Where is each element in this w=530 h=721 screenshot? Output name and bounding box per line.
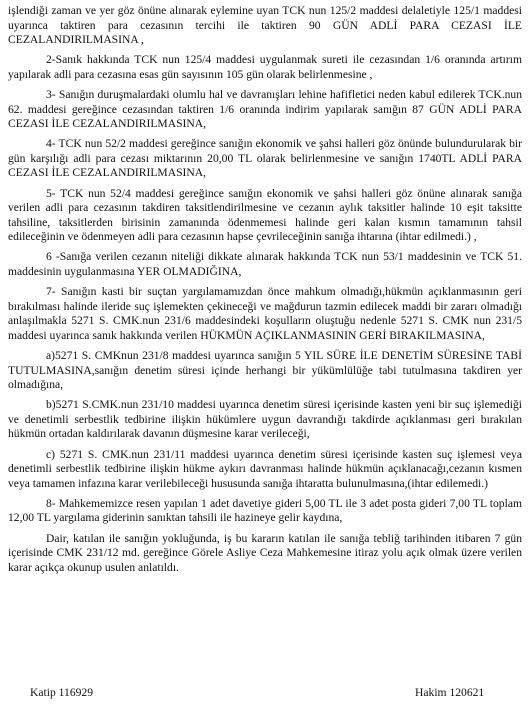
paragraph-item-7c: c) 5271 S. CMK.nun 231/11 maddesi uyarınca denetim süresi içerisinde kasten suç işlemesi veya denetimli serbestlik tedbirine ilişkin hükme aykırı davranması halinde hükmün açıklanacağı,cezanın kısmen veya tamamen infazına karar verilebileceği hususunda sanığa ihtaratta bulunulmasına,(ihtar edilemedi.) [8,447,522,490]
paragraph-item-3: 3- Sanığın duruşmalardaki olumlu hal ve davranışları lehine hafifletici neden kabul edilerek TCK.nun 62. maddesi gereğince cezasından taktiren 1/6 oranında indirim yapılarak sanığın 87 GÜN ADLİ PARA CEZASI İLE CEZALANDIRILMASINA, [8,87,522,131]
signature-block [0,686,530,702]
paragraph-item-5: 5- TCK nun 52/4 maddesi gereğince sanığın ekonomik ve şahsi halleri göz önüne alınarak sanığa verilen adli para cezasının takdiren taksitlendirilmesine ve cezanın aylık taksitler halinde 10 eşit taksitte tahsiline, taksitlerden birisinin zamanında ödenmemesi halinde geri kalan kısmın tamamının tahsil edileceğinin ve ödenmeyen adli para cezasının hapse çevrileceğinin sanığa ihtarına (ihtar edilmedi.) , [8,186,522,244]
paragraph-item-7b: b)5271 S.CMK.nun 231/10 maddesi uyarınca denetim süresi içerisinde kasten yeni bir suç işlemediği ve denetimli serbestlik tedbirine ilişkin hükümlere uygun davrandığı takdirde açıklanması geri bırakılan hükmün ortadan kaldırılarak davanın düşmesine karar verileceği, [8,398,522,441]
paragraph-item-6: 6 -Sanığa verilen cezanın niteliği dikkate alınarak hakkında TCK nun 53/1 maddesinin ve TCK 51. maddesinin uygulanmasına YER OLMADIĞINA, [8,250,522,278]
clerk-signature: Katip 116929 [30,686,94,699]
paragraph-item-4: 4- TCK nun 52/2 maddesi gereğince sanığın ekonomik ve şahsi halleri göz önünde bulundurularak bir gün karşılığı adli para cezası miktarının 20,00 TL olarak belirlenmesine ve sanığın 1740TL ADLİ PARA CEZASI İLE CEZALANDIRILMASINA, [8,137,522,180]
paragraph-item-2: 2-Sanık hakkında TCK nun 125/4 maddesi uygulanmak sureti ile cezasından 1/6 oranında artırım yapılarak adli para cezasına esas gün sayısının 105 gün olarak belirlenmesine , [8,53,522,81]
paragraph-item-7: 7- Sanığın kasti bir suçtan yargılamamızdan önce mahkum olmadığı,hükmün açıklanmasının geri bırakılması halinde ileride suç işlemekten çekineceği ve mağdurun tazmin edilecek maddi bir zararı olmadığı anlaşılmakla 5271 S. CMK.nun 231/6 maddesindeki koşulların oluştuğu nedenle 5271 S. CMK nun 231/5 maddesi uyarınca sanık hakkında verilen HÜKMÜN AÇIKLANMASININ GERİ BIRAKILMASINA, [8,285,522,342]
paragraph-closing: Dair, katılan ile sanığın yokluğunda, iş bu kararın katılan ile sanığa tebliğ tarihinden itibaren 7 gün içerisinde CMK 231/12 md. gereğince Görele Asliye Ceza Mahkemesine itiraz yolu açık olmak üzere verilen karar açıkça okunup usulen anlatıldı. [8,531,522,574]
paragraph-item-7a: a)5271 S. CMKnun 231/8 maddesi uyarınca sanığın 5 YIL SÜRE İLE DENETİM SÜRESİNE TABİ TUTULMASINA,sanığın denetim süresi içinde herhangi bir yükümlülüğe tabi tutulmasına takdiren yer olmadığına, [8,348,522,392]
paragraph-verdict-intro: işlendiği zaman ve yer göz önüne alınarak eylemine uyan TCK nun 125/2 maddesi delaletiyle 125/1 maddesi uyarınca taktiren para cezasının tercihi ile taktiren 90 GÜN ADLİ PARA CEZASI İLE CEZALANDIRILMASINA , [8,4,522,47]
judge-signature: Hakim 120621 [415,686,485,699]
paragraph-item-8: 8- Mahkememizce resen yapılan 1 adet davetiye gideri 5,00 TL ile 3 adet posta gideri 7,00 TL toplam 12,00 TL yargılama giderinin sanıktan tahsili ile hazineye gelir kaydına, [8,496,522,525]
